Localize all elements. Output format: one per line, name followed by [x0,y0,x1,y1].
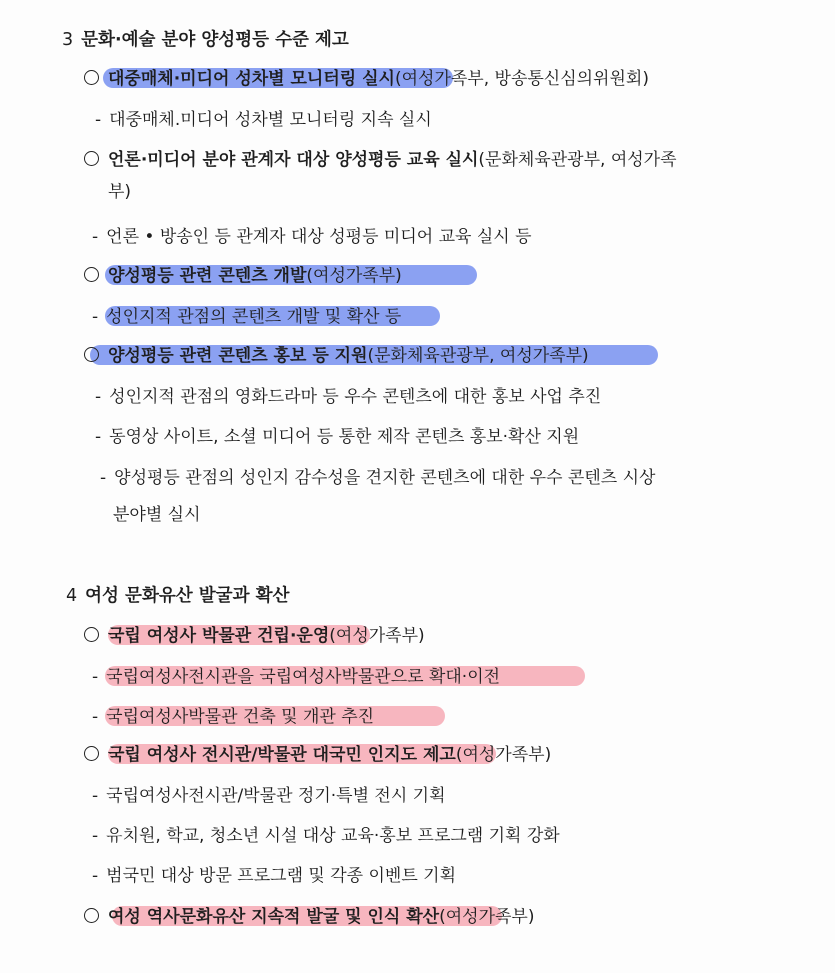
dash-bullet: - [92,307,99,327]
sub-item-continuation: 분야별 실시 [113,505,201,525]
dash-bullet: - [95,110,102,130]
item-title: 여성 역사문화유산 지속적 발굴 및 인식 확산 [108,907,440,927]
sub-item-text: 대중매체.미디어 성차별 모니터링 지속 실시 [109,110,432,130]
item-agency: (여성가족부) [455,745,552,765]
list-item [84,743,551,767]
sub-item-text: 성인지적 관점의 영화드라마 등 우수 콘텐츠에 대한 홍보 사업 추진 [109,387,602,407]
item-agency: (여성가족부) [439,907,535,927]
item-title: 대중매체·미디어 성차별 모니터링 실시 [108,69,395,89]
item-title: 국립 여성사 박물관 건립·운영 [108,626,330,646]
list-item [84,67,649,91]
sub-item-text: 성인지적 관점의 콘텐츠 개발 및 확산 등 [106,307,402,327]
section-3-heading [62,28,349,52]
item-agency: (여성가족부) [329,626,425,646]
section-4-heading [66,584,289,608]
list-item [84,148,677,172]
dash-bullet: - [95,387,102,407]
item-title: 국립 여성사 전시관/박물관 대국민 인지도 제고 [108,745,456,765]
sub-item [92,864,456,888]
sub-item-text: 국립여성사전시관/박물관 정기·특별 전시 기획 [106,786,446,806]
circle-bullet-icon [84,151,99,166]
sub-item-text: 국립여성사박물관 건축 및 개관 추진 [106,707,375,727]
section-number: 3 [62,30,74,50]
dash-bullet: - [92,667,99,687]
sub-item-text: 유치원, 학교, 청소년 시설 대상 교육·홍보 프로그램 기획 강화 [106,826,560,846]
dash-bullet: - [92,707,99,727]
sub-item [92,665,500,689]
item-title: 언론·미디어 분야 관계자 대상 양성평등 교육 실시 [108,150,479,170]
dash-bullet: - [100,468,107,488]
circle-bullet-icon [84,908,99,923]
item-agency-continued [108,180,131,204]
sub-item [92,784,446,808]
list-item [84,624,425,648]
list-item [84,344,589,368]
sub-item [95,108,432,132]
section-number: 4 [66,586,78,606]
item-agency: (문화체육관광부, 여성가족 [478,150,677,170]
sub-item [100,466,655,490]
list-item [84,905,534,929]
dash-bullet: - [95,427,102,447]
sub-item [92,225,532,249]
sub-item-text: 언론 • 방송인 등 관계자 대상 성평등 미디어 교육 실시 등 [106,227,532,247]
sub-item [95,425,579,449]
sub-item-text: 국립여성사전시관을 국립여성사박물관으로 확대·이전 [106,667,501,687]
item-agency: (여성가족부, 방송통신심의위원회) [394,69,649,89]
section-title: 문화·예술 분야 양성평등 수준 제고 [81,30,349,50]
circle-bullet-icon [84,347,99,362]
dash-bullet: - [92,866,99,886]
sub-item [92,824,560,848]
sub-item-text: 범국민 대상 방문 프로그램 및 각종 이벤트 기획 [106,866,456,886]
item-agency: (여성가족부) [306,266,402,286]
sub-item-continued [113,503,201,527]
list-item [84,264,402,288]
sub-item [92,705,374,729]
circle-bullet-icon [84,746,99,761]
sub-item-text: 동영상 사이트, 소셜 미디어 등 통한 제작 콘텐츠 홍보·확산 지원 [109,427,580,447]
sub-item-text: 양성평등 관점의 성인지 감수성을 견지한 콘텐츠에 대한 우수 콘텐츠 시상 [114,468,656,488]
dash-bullet: - [92,826,99,846]
agency-continuation: 부) [108,182,132,202]
item-title: 양성평등 관련 콘텐츠 홍보 등 지원 [108,346,368,366]
section-title: 여성 문화유산 발굴과 확산 [85,586,290,606]
circle-bullet-icon [84,70,99,85]
dash-bullet: - [92,227,99,247]
circle-bullet-icon [84,267,99,282]
item-title: 양성평등 관련 콘텐츠 개발 [108,266,307,286]
sub-item [95,385,601,409]
circle-bullet-icon [84,627,99,642]
sub-item [92,305,401,329]
item-agency: (문화체육관광부, 여성가족부) [367,346,589,366]
dash-bullet: - [92,786,99,806]
